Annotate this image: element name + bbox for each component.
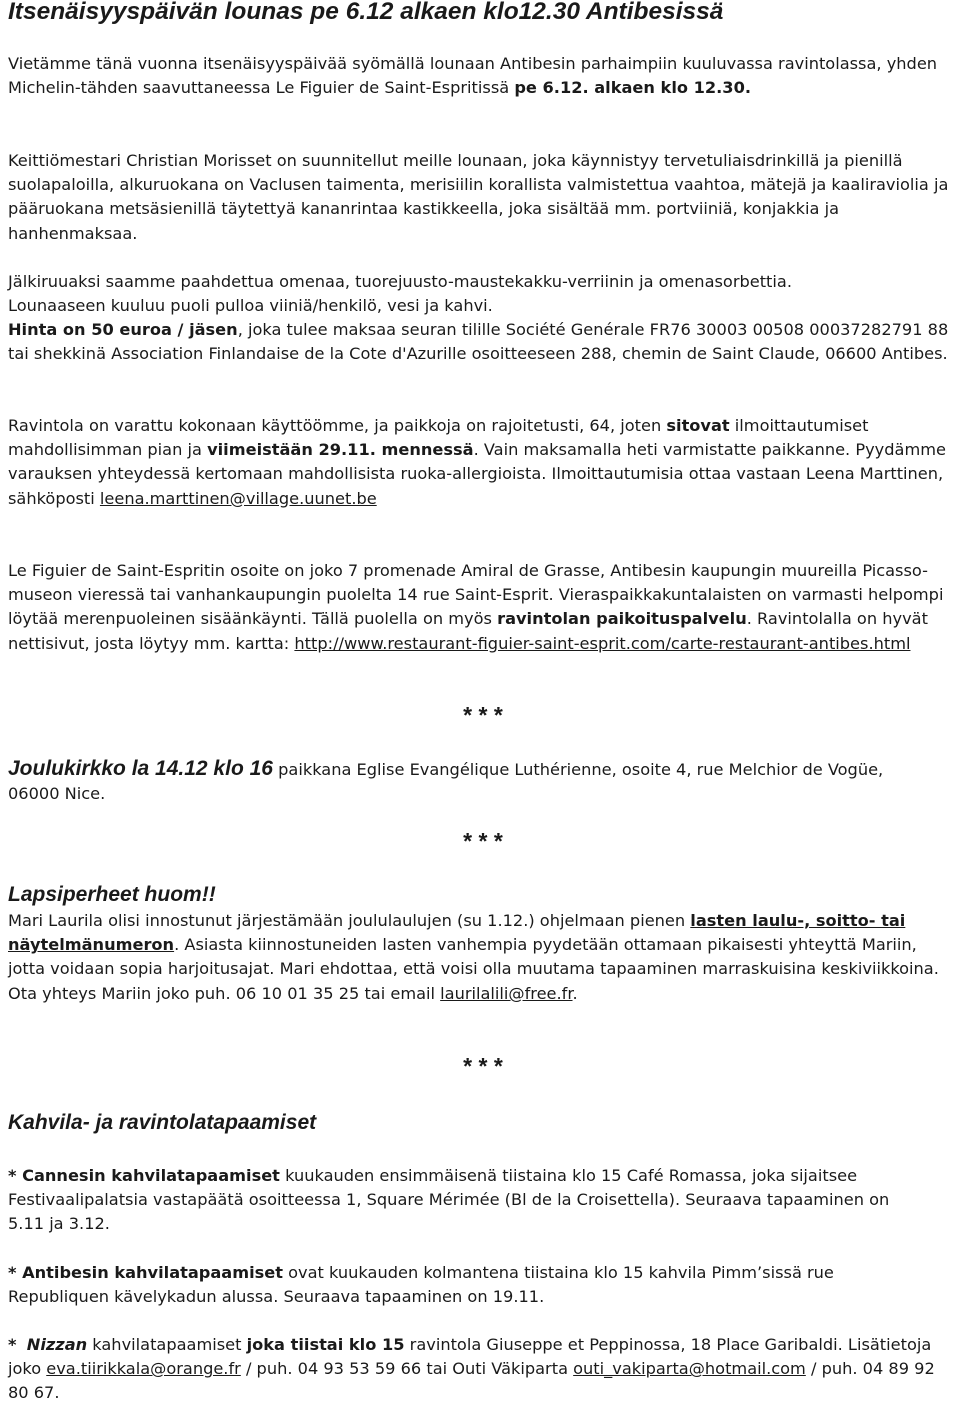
lunch-price-bold: Hinta on 50 euroa / jäsen (8, 320, 238, 339)
cannes-title: * Cannesin kahvilatapaamiset (8, 1166, 280, 1185)
mari-email-link[interactable]: laurilalili@free.fr (440, 983, 573, 1003)
nice-text-4: / puh. 04 89 92 80 67. (8, 1359, 935, 1403)
separator-1: * * * (463, 702, 503, 728)
separator-2: * * * (463, 828, 503, 854)
lunch-intro (8, 52, 956, 100)
restaurant-address (8, 559, 960, 656)
christmas-church (8, 757, 908, 806)
children-performance: lasten laulu-, soitto- tai näytelmänumeron (8, 911, 906, 955)
nice-meetups (8, 1333, 938, 1406)
families-title: Lapsiperheet huom!! (8, 883, 216, 906)
restaurant-map-link[interactable]: http://www.restaurant-figuier-saint-esprit.com/carte-restaurant-antibes.html (294, 633, 911, 653)
nice-city: Nizzan (26, 1335, 88, 1354)
cannes-text: kuukauden ensimmäisenä tiistaina klo 15 Café Romassa, joka sijaitsee Festivaalipalatsia vastapäätä osoitteessa 1, Square Mérimée (Bl de la Croisettella). Seuraava tapaaminen on 5.11 ja 3.12. (8, 1166, 890, 1234)
christmas-church-title: Joulukirkko la 14.12 klo 16 (8, 757, 273, 780)
antibes-title: * Antibesin kahvilatapaamiset (8, 1263, 283, 1282)
lunch-title: Itsenäisyyspäivän lounas pe 6.12 alkaen klo12.30 Antibesissä (8, 0, 724, 25)
nice-text-3: / puh. 04 93 53 59 66 tai Outi Väkiparta (240, 1359, 574, 1379)
separator-3: * * * (463, 1053, 503, 1079)
booking-email-link[interactable]: leena.marttinen@village.uunet.be (99, 488, 377, 508)
eva-email-link[interactable]: eva.tiirikkala@orange.fr (46, 1359, 241, 1379)
lunch-menu: Keittiömestari Christian Morisset on suunnitellut meille lounaan, joka käynnistyy tervetuliaisdrinkillä ja pienillä suolapaloilla, alkuruokana on Vaclusen taimenta, merisiilin korallista valmistettua vaahtoa, mätejä ja kaaliraviolia ja pääruokana metsäsienillä täytettyä kananrintaa kastikkeella, joka sisältää mm. portviiniä, konjakkia ja hanhenmaksaa. (8, 151, 949, 243)
booking-text-2: ilmoittautumiset mahdollisimman pian ja (8, 416, 869, 460)
families-text-3: . (572, 983, 578, 1003)
booking-text-1: Ravintola on varattu kokonaan käyttöömme, ja paikkoja on rajoitetusti, 64, joten (8, 416, 667, 435)
parking-service: ravintolan paikoituspalvelu (497, 609, 747, 629)
families-text-2: . Asiasta kiinnostuneiden lasten vanhempia pyydetään ottamaan pikaisesti yhteyttä Mariin, jotta voidaan sopia harjoitusajat. Mari ehdottaa, että voisi olla muutama tapaaminen marraskuisina keskiviikkoina. Ota yhteys Mariin joko puh. 06 10 01 35 25 tai email (8, 935, 939, 1003)
outi-email-link[interactable]: outi_vakiparta@hotmail.com (573, 1359, 806, 1379)
nice-text-2: ravintola Giuseppe et Peppinossa, 18 Place Garibaldi. Lisätietoja joko (8, 1335, 932, 1379)
nice-text-1: kahvilatapaamiset (87, 1335, 247, 1354)
address-text-1: Le Figuier de Saint-Espritin osoite on joko 7 promenade Amiral de Grasse, Antibesin kaupungin muureilla Picasso-museon vieressä tai vanhankaupungin puolelta 14 rue Saint-Esprit. Vieraspaikkakuntalaisten on varmasti helpompi löytää merenpuoleinen sisäänkäynti. Tällä puolella on myös (8, 561, 944, 629)
lunch-date-time: pe 6.12. alkaen klo 12.30. (514, 78, 751, 98)
families-text (8, 909, 956, 1006)
cannes-meetups (8, 1164, 908, 1237)
meetups-title: Kahvila- ja ravintolatapaamiset (8, 1111, 317, 1134)
booking-text-3: . Vain maksamalla heti varmistatte paikkanne. Pyydämme varauksen yhteydessä kertomaan mahdollisista ruoka-allergioista. Ilmoittautumisia ottaa vastaan Leena Marttinen, sähköposti (8, 440, 946, 508)
antibes-text: ovat kuukauden kolmantena tiistaina klo 15 kahvila Pimm’sissä rue Republiquen kävelykadun alussa. Seuraava tapaaminen on 19.11. (8, 1263, 834, 1307)
families-text-1: Mari Laurila olisi innostunut järjestämään joululaulujen (su 1.12.) ohjelmaan pienen (8, 911, 691, 930)
lunch-intro-text: Vietämme tänä vuonna itsenäisyyspäivää syömällä lounaan Antibesin parhaimpiin kuuluvassa ravintolassa, yhden Michelin-tähden saavuttaneessa Le Figuier de Saint-Espritissä (8, 54, 938, 98)
booking-deadline: viimeistään 29.11. mennessä (207, 440, 474, 460)
booking-binding: sitovat (666, 416, 730, 435)
nice-schedule: joka tiistai klo 15 (246, 1335, 405, 1354)
address-text-2: . Ravintolalla on hyvät nettisivut, josta löytyy mm. kartta: (8, 609, 928, 653)
lunch-booking (8, 414, 956, 511)
lunch-price-text: , joka tulee maksaa seuran tilille Société Genérale FR76 30003 00508 00037282791 88 tai shekkinä Association Finlandaise de la Cote d'Azurille osoitteeseen 288, chemin de Saint Claude, 06600 Antibes. (8, 320, 949, 364)
nice-star: * (8, 1335, 17, 1354)
lunch-price (8, 318, 956, 366)
christmas-church-text: paikkana Eglise Evangélique Luthérienne, osoite 4, rue Melchior de Vogüe, 06000 Nice. (8, 760, 884, 804)
antibes-meetups (8, 1261, 908, 1309)
lunch-dessert: Jälkiruuaksi saamme paahdettua omenaa, tuorejuusto-maustekakku-verriinin ja omenasorbettia. Lounaaseen kuuluu puoli pulloa viiniä/henkilö, vesi ja kahvi. (8, 272, 792, 316)
